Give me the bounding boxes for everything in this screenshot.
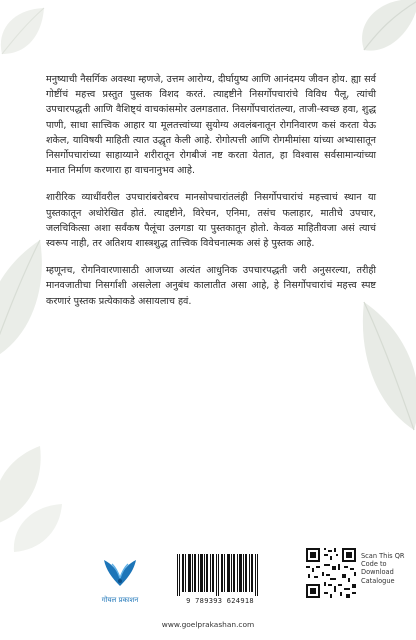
leaf-bottom-left-icon — [8, 498, 68, 558]
isbn-number: 9 789393 624918 — [186, 597, 254, 605]
publisher-logo — [100, 556, 140, 616]
isbn-barcode — [175, 552, 263, 598]
publisher-website[interactable]: www.goelprakashan.com — [161, 620, 255, 629]
leaf-top-right-icon — [344, 0, 416, 60]
synopsis-paragraph-1: मनुष्याची नैसर्गिक अवस्था म्हणजे, उत्तम आरोग्य, दीर्घायुष्य आणि आनंदमय जीवन होय. ह्या सर्व गोष्टींचं महत्त्व प्रस्तुत पुस्तक विशद करतं. त्याद्दष्टीने निसर्गोपचारांचे विविध पैलू, त्यांची उपचारपद्धती आणि वैशिष्ट्यं वाचकांसमोर उलगडतात. निसर्गोपचारांतल्या, ताजी-स्वच्छ हवा, शुद्ध पाणी, साधा सात्त्विक आहार या मूलतत्त्वांच्या सुयोग्य अवलंबनातून रोगनिवारण कसं करता येऊ शकेल, याविषयी माहिती त्यात उद्धृत केली आहे. रोगोत्पत्ती आणि रोगमीमांसा यांच्या अभ्यासातून निसर्गोपचारांच्या साहाय्याने शरीरातून रोगबीजं नष्ट करता येतात, हा विश्वास सर्वसामान्यांच्या मनात निर्माण करणारा हा वाचनानुभव आहे. — [46, 74, 376, 177]
leaf-left-middle-icon — [0, 230, 50, 370]
synopsis-paragraph-2: शारीरिक व्याधींवरील उपचारांबरोबरच मानसोपचारांतलंही निसर्गोपचारांचं महत्त्वाचं स्थान या पुस्तकातून अधोरेखित होतं. त्याद्दष्टीने, विरेचन, एनिमा, तसंच फलाहार, मातीचे उपचार, जलचिकित्सा अशा सर्वंकष पैलूंचा उलगडा या पुस्तकातून होतो. केवळ माहितीवजा असं त्याचं स्वरूप नाही, तर अतिशय शास्त्रशुद्ध तात्त्विक विवेचनात्मक असं हे पुस्तक आहे. — [46, 192, 376, 250]
publisher-name: गोयल प्रकाशन — [101, 596, 139, 604]
leaf-top-left-icon — [0, 4, 52, 64]
synopsis-paragraph-3: म्हणूनच, रोगनिवारणासाठी आजच्या अत्यंत आधुनिक उपचारपद्धती जरी अनुसरल्या, तरीही मानवजातीचा निसर्गाशी असलेला अनुबंध कालातीत असा आहे, हे निसर्गोपचारांचं महत्त्व स्पष्ट करणारं पुस्तक प्रत्येकाकडे असायलाच हवं. — [46, 265, 376, 307]
qr-caption: Scan This QR Code to Download Catalogue — [361, 552, 405, 585]
synopsis-text — [46, 72, 376, 321]
catalogue-qr-code[interactable] — [304, 546, 358, 600]
bird-logo-icon — [102, 556, 138, 590]
